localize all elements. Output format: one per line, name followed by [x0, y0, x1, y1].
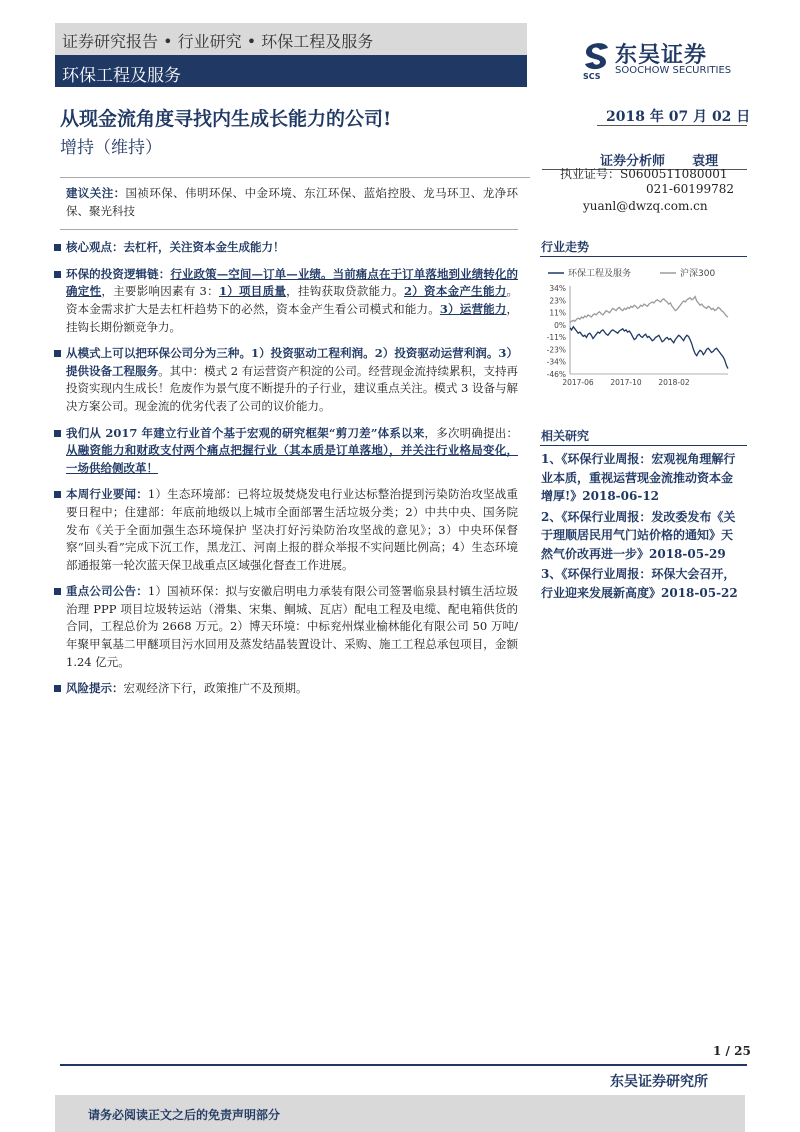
logic-chain-t2: ，挂钩获取贷款能力。 — [286, 284, 404, 299]
legend-label: 沪深300 — [680, 269, 716, 279]
trend-divider — [540, 256, 747, 257]
y-tick-label: -34% — [546, 357, 566, 367]
related-title: 相关研究 — [541, 429, 590, 443]
x-tick-label: 2017-06 — [562, 378, 594, 387]
y-tick-label: 34% — [549, 284, 566, 293]
analyst-phone: 021-60199782 — [646, 182, 735, 196]
trend-title: 行业走势 — [541, 240, 590, 254]
bullet-models — [53, 345, 518, 415]
weekly-news-label: 本周行业要闻： — [66, 487, 148, 502]
series-line — [570, 297, 728, 323]
bullet-company-notices — [53, 583, 518, 671]
report-title: 从现金流角度寻找内生成长能力的公司! — [60, 108, 392, 130]
y-tick-label: 0% — [554, 320, 566, 330]
analyst-name: 袁理 — [692, 154, 719, 169]
suggest-label: 建议关注： — [66, 186, 126, 200]
disclaimer-note[interactable]: 请务必阅读正文之后的免责声明部分 — [88, 1108, 281, 1122]
breadcrumb: 证券研究报告 • 行业研究 • 环保工程及服务 — [62, 32, 374, 51]
suggest-text: 国祯环保、伟明环保、中金环境、东江环保、蓝焰控股、龙马环卫、龙净环保、聚光科技 — [66, 186, 519, 218]
y-tick-label: 23% — [549, 296, 566, 306]
y-tick-label: -23% — [546, 345, 566, 355]
logic-factor-2: 2）资本金产生能力 — [403, 284, 507, 299]
logo-mark: SCS — [583, 72, 601, 80]
related-item[interactable]: 1、《环保行业周报：宏观视角理解行业本质，重视运营现金流推动资本金增厚!》2018-06-12 — [541, 452, 736, 503]
related-item[interactable]: 3、《环保行业周报：环保大会召开，行业迎来发展新高度》2018-05-22 — [541, 567, 738, 600]
company-notices-label: 重点公司公告： — [66, 584, 148, 599]
framework-emphasis: 从融资能力和财政支付两个痛点把握行业（其本质是订单落地），并关注行业格局变化，一场供给侧改革！ — [66, 443, 518, 475]
legend-label: 环保工程及服务 — [568, 269, 632, 279]
risk-text: 宏观经济下行，政策推广不及预期。 — [123, 681, 308, 696]
industry-trend-chart — [538, 262, 738, 397]
core-view-text: 核心观点：去杠杆，关注资本金生成能力！ — [66, 240, 285, 255]
logic-chain-t3: 。资本金需求扩大是去杠杆趋势下的必然，资本金产生看公司模式和能力。 — [66, 284, 519, 316]
weekly-news-text: 1）生态环境部：已将垃圾焚烧发电行业达标整治提到污染防治攻坚战重要日程中；住建部：年底前地级以上城市全面部署生活垃圾分类；2）中共中央、国务院发布《关于全面加强生态环境保护 坚决打好污染防治攻坚战的意见》；3）中央环保督察“回头看”完成下沉工作，黑龙江、河南上报的群众举报不实问题比例高；4）生态环境部通报第一轮次蓝天保卫战重点区域强化督查工作进展。 — [66, 487, 518, 572]
models-key: 从模式上可以把环保公司分为三种。1）投资驱动工程利润。2）投资驱动运营利润。3）提供设备工程服务 — [66, 346, 518, 378]
logic-factor-1: 1）项目质量 — [218, 284, 287, 299]
logic-chain-t1: ，主要影响因素有 3： — [101, 284, 219, 299]
bullet-risk — [53, 680, 518, 698]
series-line — [570, 327, 728, 369]
framework-key: 我们从 2017 年建立行业首个基于宏观的研究框架“剪刀差”体系以来 — [66, 425, 425, 440]
bullet-framework — [53, 425, 518, 478]
logo-en: SOOCHOW SECURITIES — [615, 65, 732, 76]
models-text: 。其中：模式 2 有运营资产积淀的公司。经营现金流持续累积，支持再投资实现内生成长！危废作为景气度不断提升的子行业，建议重点关注。模式 3 设备与解决方案公司。现金流的优劣代表了公司的议价能力。 — [66, 363, 519, 413]
x-tick-label: 2017-10 — [610, 378, 642, 387]
related-item[interactable]: 2、《环保行业周报：发改委发布《关于理顺居民用气门站价格的通知》天然气价改再进一步》2018-05-29 — [541, 509, 736, 561]
framework-text: ，多次明确提出： — [424, 425, 518, 440]
logo-cn: 东吴证券 — [615, 43, 708, 68]
rating: 增持（维持） — [60, 138, 162, 158]
logic-chain-t4: ，挂钩长期份额竞争力。 — [66, 301, 518, 334]
report-date: 2018 年 07 月 02 日 — [606, 109, 751, 125]
disclaimer-bar — [55, 1095, 745, 1132]
bullet-logic-chain — [53, 266, 518, 336]
suggest-divider — [60, 229, 518, 230]
bullet-weekly-news — [53, 486, 518, 574]
suggest-paragraph — [66, 185, 518, 220]
title-divider — [60, 177, 530, 178]
page-number: 1 / 25 — [713, 1044, 751, 1058]
footer-divider — [60, 1064, 747, 1066]
related-list — [541, 450, 741, 604]
analyst-email[interactable]: yuanl@dwzq.com.cn — [583, 199, 708, 213]
sector-banner — [55, 55, 527, 87]
sector-title: 环保工程及服务 — [62, 66, 181, 86]
logo-mark-icon — [582, 38, 612, 80]
date-divider — [597, 125, 747, 126]
logic-chain-key: 行业政策—空间—订单—业绩。当前痛点在于订单落地到业绩转化的确定性 — [66, 266, 518, 299]
footer-org: 东吴证券研究所 — [610, 1074, 708, 1090]
analyst-role: 证券分析师 — [600, 154, 666, 169]
bullet-core-view — [53, 239, 518, 257]
y-tick-label: -11% — [546, 333, 566, 343]
company-notices-text: 1）国祯环保：拟与安徽启明电力承装有限公司签署临泉县村镇生活垃圾治理 PPP 项目垃圾转运站（滑集、宋集、鲖城、瓦店）配电工程及电缆、配电箱供货的合同，工程总价为 2668 万元。2）博天环境：中标兖州煤业榆林能化有限公司 50 万吨/年聚甲氧基二甲醚项目污水回用及蒸发结晶装置设计、采购、施工工程总承包项目，金额 1.24 亿元。 — [66, 584, 518, 669]
related-divider — [540, 445, 747, 446]
company-logo — [582, 38, 747, 86]
analyst-license: 执业证号：S0600511080001 — [560, 167, 728, 181]
logic-factor-3: 3）运营能力 — [439, 301, 507, 316]
x-tick-label: 2018-02 — [658, 378, 690, 387]
main-content — [66, 185, 518, 707]
y-tick-label: 11% — [549, 308, 566, 318]
breadcrumb-banner — [55, 23, 527, 55]
y-tick-label: -46% — [546, 370, 566, 379]
risk-label: 风险提示： — [66, 681, 124, 696]
logic-chain-label: 环保的投资逻辑链： — [66, 266, 171, 281]
